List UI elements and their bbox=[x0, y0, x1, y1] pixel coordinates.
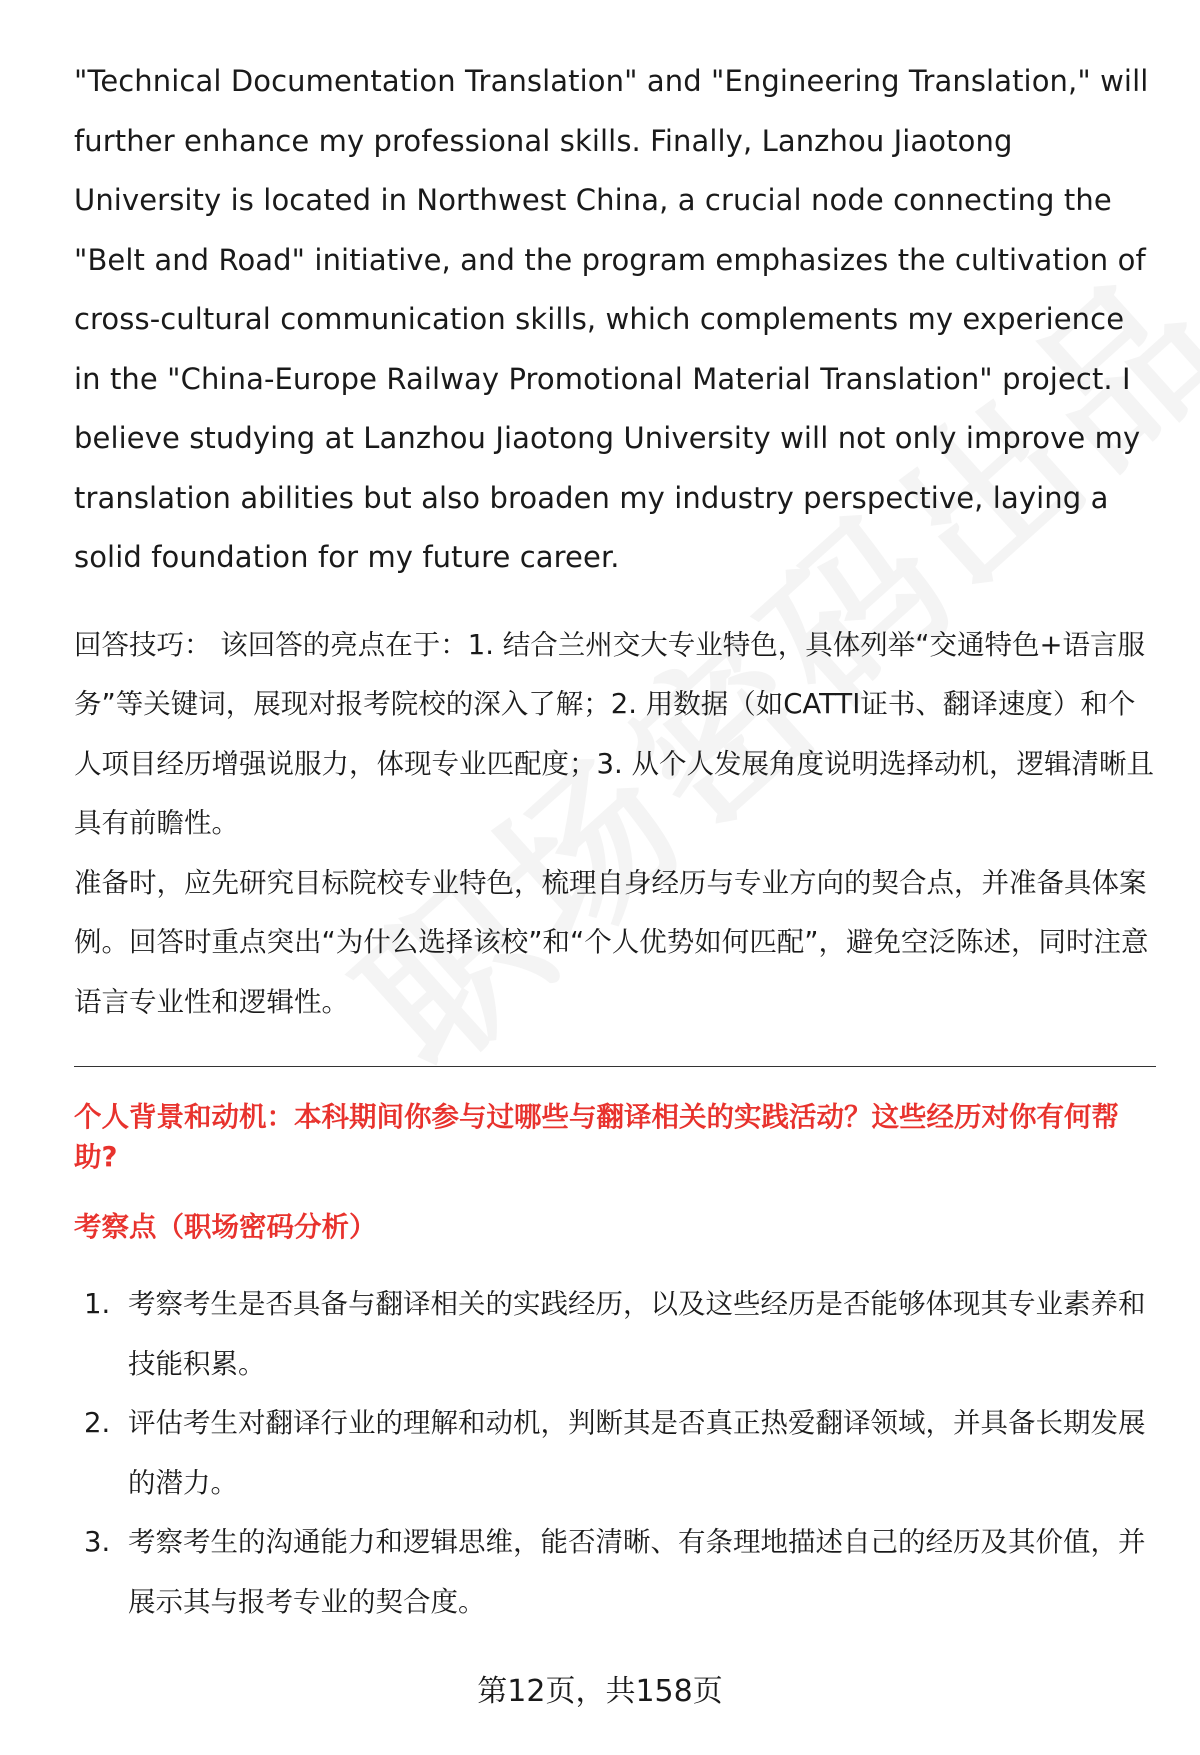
list-item-number: 2. bbox=[84, 1407, 111, 1439]
list-item-number: 3. bbox=[84, 1526, 111, 1558]
list-item-text: 考察考生的沟通能力和逻辑思维，能否清晰、有条理地描述自己的经历及其价值，并展示其与报考专业的契合度。 bbox=[128, 1526, 1146, 1618]
answer-tips bbox=[74, 616, 1156, 1033]
divider bbox=[74, 1066, 1156, 1067]
page-footer: 第12页，共158页 bbox=[477, 1674, 723, 1709]
question-heading: 个人背景和动机：本科期间你参与过哪些与翻译相关的实践活动？这些经历对你有何帮助? bbox=[74, 1101, 1119, 1173]
list-item bbox=[74, 1394, 1156, 1513]
intro-paragraph: "Technical Documentation Translation" and "Engineering Translation," will further enhance my professional skills. Finally, Lanzhou Jiaotong University is located in Northwest China, a crucial node connecting the "Belt and Road" initiative, and the program emphasizes the cultivation of cross-cultural communication skills, which complements my experience in the "China-Europe Railway Promotional Material Translation" project. I believe studying at Lanzhou Jiaotong University will not only improve my translation abilities but also broaden my industry perspective, laying a solid foundation for my future career. bbox=[74, 64, 1149, 574]
list-item-text: 评估考生对翻译行业的理解和动机，判断其是否真正热爱翻译领域，并具备长期发展的潜力。 bbox=[128, 1407, 1146, 1499]
answer-tips-paragraph-2: 准备时，应先研究目标院校专业特色，梳理自身经历与专业方向的契合点，并准备具体案例。回答时重点突出“为什么选择该校”和“个人优势如何匹配”，避免空泛陈述，同时注意语言专业性和逻辑性。 bbox=[74, 866, 1149, 1018]
section-title: 考察点（职场密码分析） bbox=[74, 1211, 377, 1243]
document-page bbox=[74, 52, 1156, 1632]
answer-tips-paragraph-1: 回答技巧： 该回答的亮点在于：1. 结合兰州交大专业特色，具体列举“交通特色+语言服务”等关键词，展现对报考院校的深入了解；2. 用数据（如CATTI证书、翻译速度）和个人项目经历增强说服力，体现专业匹配度；3. 从个人发展角度说明选择动机，逻辑清晰且具有前瞻性。 bbox=[74, 628, 1154, 839]
assessment-points-list bbox=[74, 1275, 1156, 1632]
list-item bbox=[74, 1275, 1156, 1394]
list-item-text: 考察考生是否具备与翻译相关的实践经历，以及这些经历是否能够体现其专业素养和技能积累。 bbox=[128, 1288, 1146, 1380]
list-item bbox=[74, 1513, 1156, 1632]
list-item-number: 1. bbox=[84, 1288, 111, 1320]
